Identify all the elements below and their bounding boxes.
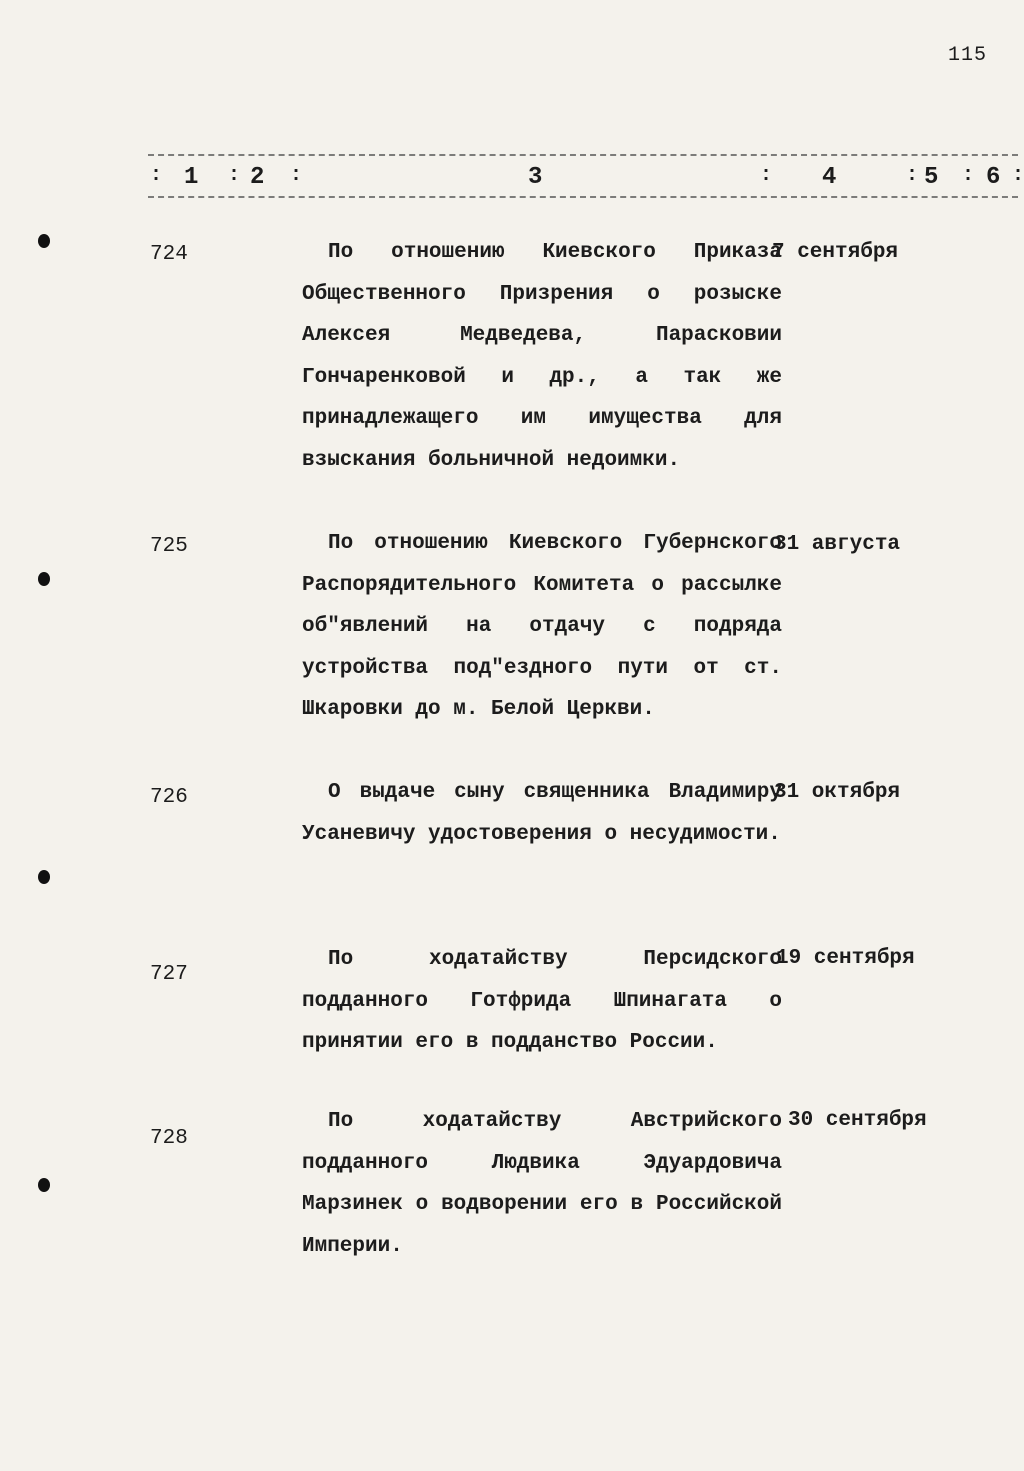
header-separator: :	[290, 164, 303, 187]
record-description: По отношению Киевского Губернского Распорядительного Комитета о рассылке об"явлений на отдачу с подряда устройства под"ездного пути от ст. Шкаровки до м. Белой Церкви.	[302, 532, 782, 721]
binder-hole	[38, 572, 50, 586]
header-separator: :	[228, 164, 241, 187]
record-date: 19 сентября	[776, 947, 915, 970]
record-number: 728	[150, 1127, 188, 1150]
column-header-5: 5	[924, 164, 939, 191]
record-description: По отношению Киевского Приказа Общественного Призрения о розыске Алексея Медведева, Парасковии Гончаренковой и др., а так же принадлежащего им имущества для взыскания больничной недоимки.	[302, 241, 782, 472]
header-separator: :	[1012, 164, 1024, 187]
record-description: По ходатайству Персидского подданного Готфрида Шпинагата о принятии его в подданство России.	[302, 948, 782, 1054]
header-rule-bottom	[148, 196, 1018, 198]
record-date: 30 сентября	[788, 1109, 927, 1132]
record-date: 7 сентября	[772, 241, 899, 264]
record-number: 724	[150, 243, 188, 266]
binder-hole	[38, 870, 50, 884]
header-separator: :	[760, 164, 773, 187]
column-header-4: 4	[822, 164, 837, 191]
column-header-6: 6	[986, 164, 1001, 191]
record-description: По ходатайству Австрийского подданного Людвика Эдуардовича Марзинек о водворении его в Российской Империи.	[302, 1110, 782, 1258]
header-separator: :	[150, 164, 163, 187]
column-header-3: 3	[528, 164, 543, 191]
record-date: 31 октября	[774, 781, 901, 804]
column-header-1: 1	[184, 164, 199, 191]
header-rule-top	[148, 154, 1018, 156]
record-number: 726	[150, 786, 188, 809]
binder-hole	[38, 234, 50, 248]
binder-hole	[38, 1178, 50, 1192]
page-number: 115	[948, 44, 988, 67]
column-header-2: 2	[250, 164, 265, 191]
record-number: 725	[150, 535, 188, 558]
header-separator: :	[906, 164, 919, 187]
header-separator: :	[962, 164, 975, 187]
record-number: 727	[150, 963, 188, 986]
record-description: О выдаче сыну священника Владимиру Усаневичу удостоверения о несудимости.	[302, 781, 782, 846]
record-date: 31 августа	[774, 533, 901, 556]
